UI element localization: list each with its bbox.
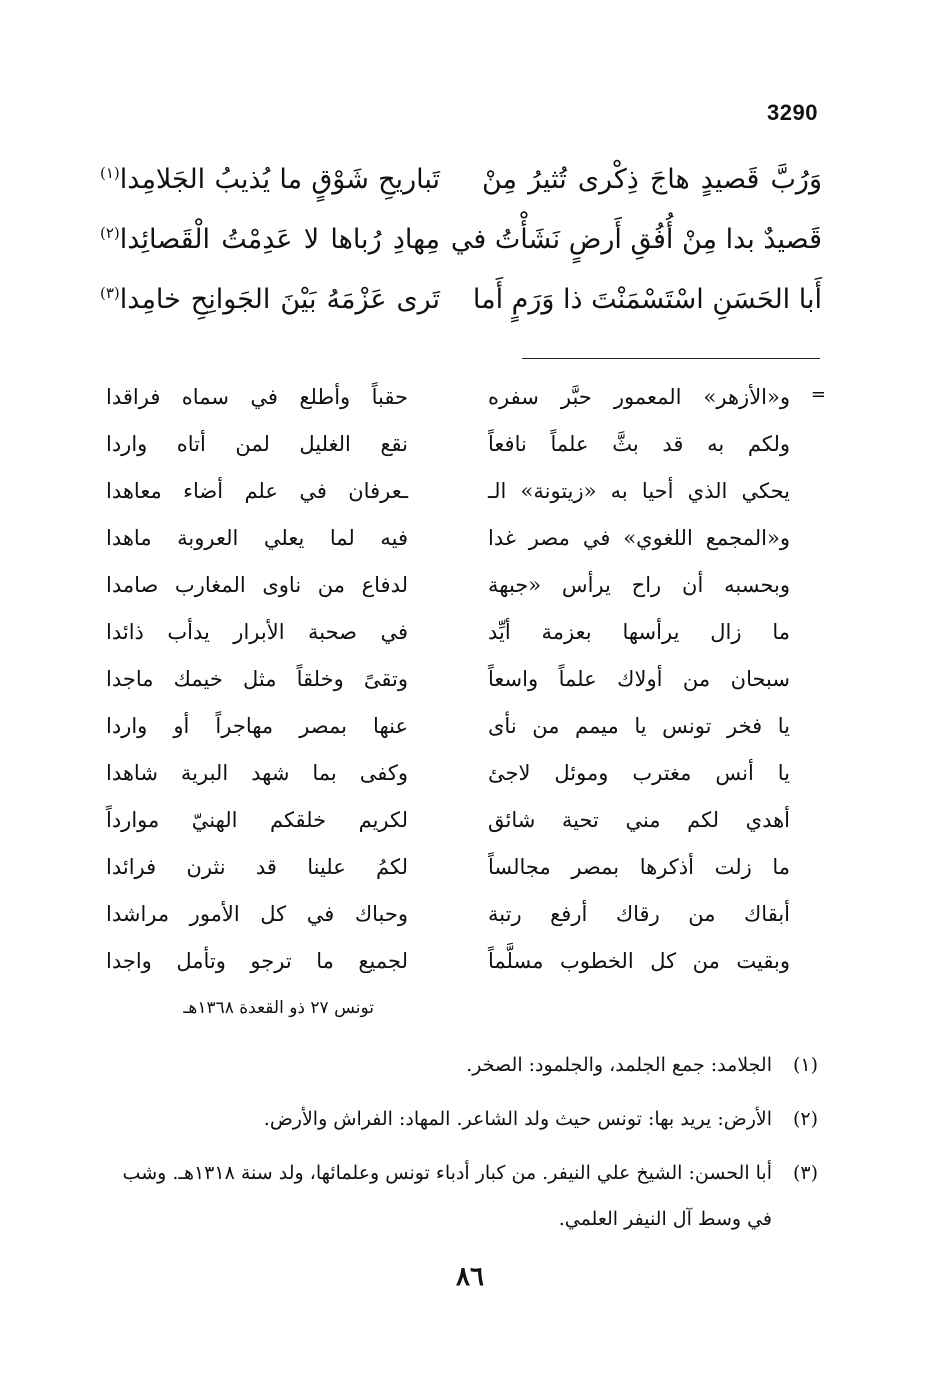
continuation-mark: =: [810, 384, 826, 405]
verse-first-hemistich: أَبا الحَسَنِ اسْتَسْمَنْتَ ذا وَرَمٍ أَما: [472, 284, 822, 315]
verse-second-hemistich: [100, 270, 440, 330]
poem-first-hemistich: يا فخر تونس يا ميمم من نأى: [488, 714, 790, 738]
main-verses: [100, 150, 822, 330]
footnote-divider: [522, 358, 820, 359]
poem-second-hemistich: لجميع ما ترجو وتأمل واجدا: [106, 949, 408, 973]
footnote-text: الجلامد: جمع الجلمد، والجلمود: الصخر.: [466, 1054, 772, 1076]
poem-first-hemistich: ما زال يرأسها بعزمة أيِّد: [488, 620, 790, 644]
poem-second-hemistich: وكفى بما شهد البرية شاهدا: [106, 761, 408, 785]
poem-second-hemistich: ـعرفان في علم أضاء معاهدا: [106, 479, 408, 503]
footnote: [110, 1096, 818, 1142]
poem-line: [106, 562, 790, 609]
page-id: 3290: [767, 100, 818, 125]
poem-first-hemistich: وبقيت من كل الخطوب مسلَّماً: [488, 949, 790, 973]
poem-second-hemistich: لكمُ علينا قد نثرن فرائدا: [106, 855, 408, 879]
verse-first-hemistich: وَرُبَّ قَصيدٍ هاجَ ذِكْرى تُثيرُ مِنْ: [482, 164, 822, 195]
verse-second-hemistich: [100, 150, 440, 210]
poem-second-hemistich: وتقىً وخلقاً مثل خيمك ماجدا: [106, 667, 408, 691]
poem-second-hemistich: وحباك في كل الأمور مراشدا: [106, 902, 408, 926]
poem-second-hemistich: نقع الغليل لمن أتاه واردا: [106, 432, 408, 456]
footnote-ref: (٣): [100, 284, 120, 302]
poem-second-hemistich: حقباً وأطلع في سماه فراقدا: [106, 385, 408, 409]
poem-line: [106, 891, 790, 938]
poem-first-hemistich: و«الأزهر» المعمور حبَّر سفره: [488, 385, 790, 409]
poem-line: [106, 374, 790, 421]
poem-line: [106, 797, 790, 844]
verse-first-hemistich: قَصيدٌ بدا مِنْ أُفُقِ أَرضٍ نَشَأْتُ في: [450, 224, 822, 255]
poem-second-hemistich: فيه لما يعلي العروبة ماهدا: [106, 526, 408, 550]
poem-line: [106, 609, 790, 656]
hemistich-text: تَباريحِ شَوْقٍ ما يُذيبُ الجَلامِدا: [119, 164, 440, 195]
poem-first-hemistich: أبقاك من رقاك أرفع رتبة: [488, 902, 790, 926]
hemistich-text: تَرى عَزْمَهُ بَيْنَ الجَوانِحِ خامِدا: [119, 284, 440, 315]
poem-second-hemistich: لدفاع من ناوى المغارب صامدا: [106, 573, 408, 597]
poem-first-hemistich: وبحسبه أن راح يرأس «جبهة: [488, 573, 790, 597]
poem-line: [106, 421, 790, 468]
hemistich-text: مِهادِ رُباها لا عَدِمْتُ الْقَصائِدا: [119, 224, 440, 255]
poem-first-hemistich: سبحان من أولاك علماً واسعاً: [488, 667, 790, 691]
footnote-number: (٢): [792, 1108, 818, 1130]
poem-second-hemistich: لكريم خلقكم الهنيّ موارداً: [106, 808, 408, 832]
poem-line: [106, 750, 790, 797]
verse-line: [100, 150, 822, 210]
poem-first-hemistich: أهدي لكم مني تحية شائق: [488, 808, 790, 832]
poem-first-hemistich: يحكي الذي أحيا به «زيتونة» الـ: [488, 479, 790, 503]
footnote-text: الأرض: يريد بها: تونس حيث ولد الشاعر. المهاد: الفراش والأرض.: [263, 1108, 772, 1130]
poem-first-hemistich: ولكم به قد بثَّ علماً نافعاً: [488, 432, 790, 456]
quoted-poem: [106, 374, 790, 985]
poem-second-hemistich: عنها بمصر مهاجراً أو واردا: [106, 714, 408, 738]
footnote-ref: (١): [100, 164, 120, 182]
footnote: [110, 1042, 818, 1088]
page-number: ٨٦: [456, 1262, 484, 1292]
footnote-number: (٣): [792, 1162, 818, 1184]
footnote-number: (١): [792, 1054, 818, 1076]
verse-line: [100, 270, 822, 330]
footnote: [110, 1150, 818, 1242]
verse-line: [100, 210, 822, 270]
poem-second-hemistich: في صحبة الأبرار يدأب ذائدا: [106, 620, 408, 644]
footnotes: [110, 1042, 818, 1250]
poem-line: [106, 656, 790, 703]
poem-line: [106, 515, 790, 562]
footnote-text: أبا الحسن: الشيخ علي النيفر. من كبار أدباء تونس وعلمائها، ولد سنة ١٣١٨هـ. وشب في وسط آل النيفر العلمي.: [122, 1162, 772, 1230]
verse-second-hemistich: [100, 210, 440, 270]
poem-signature: تونس ٢٧ ذو القعدة ١٣٦٨هـ: [183, 998, 374, 1018]
poem-line: [106, 938, 790, 985]
poem-line: [106, 703, 790, 750]
poem-first-hemistich: ما زلت أذكرها بمصر مجالساً: [488, 855, 790, 879]
poem-line: [106, 844, 790, 891]
footnote-ref: (٢): [100, 224, 120, 242]
poem-first-hemistich: يا أنس مغترب وموئل لاجئ: [488, 761, 790, 785]
poem-first-hemistich: و«المجمع اللغوي» في مصر غدا: [488, 526, 790, 550]
poem-line: [106, 468, 790, 515]
